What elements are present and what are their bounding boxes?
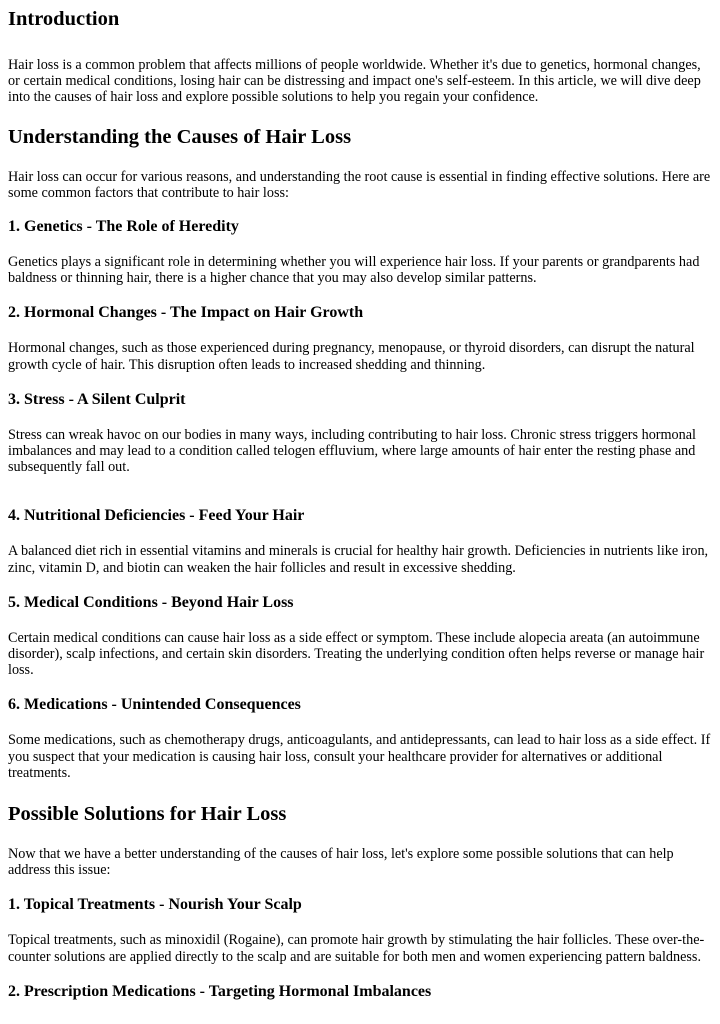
causes-intro-paragraph: Hair loss can occur for various reasons, and understanding the root cause is essential in finding effective solutions. Here are some common factors that contribute to hair loss: — [8, 168, 711, 201]
cause-2-paragraph: Hormonal changes, such as those experienced during pregnancy, menopause, or thyroid disorders, can disrupt the natural growth cycle of hair. This disruption often leads to increased shedding and thinning. — [8, 340, 695, 373]
introduction-paragraph: Hair loss is a common problem that affects millions of people worldwide. Whether it's due to genetics, hormonal changes, or certain medical conditions, losing hair can be distressing and impact one's self-esteem. In this article, we will dive deep into the causes of hair loss and explore possible solutions to help you regain your confidence. — [8, 57, 701, 106]
causes-heading: Understanding the Causes of Hair Loss — [8, 125, 352, 148]
introduction-heading: Introduction — [8, 8, 120, 30]
cause-4-paragraph: A balanced diet rich in essential vitamins and minerals is crucial for healthy hair growth. Deficiencies in nutrients like iron, zinc, vitamin D, and biotin can weaken the hair follicles and result in excessive shedding. — [8, 543, 709, 576]
cause-1-heading: 1. Genetics - The Role of Heredity — [8, 218, 239, 236]
solutions-intro-paragraph: Now that we have a better understanding of the causes of hair loss, let's explore some possible solutions that can help address this issue: — [8, 846, 674, 879]
solution-1-heading: 1. Topical Treatments - Nourish Your Scalp — [8, 896, 302, 914]
solutions-heading: Possible Solutions for Hair Loss — [8, 803, 287, 826]
cause-3-heading: 3. Stress - A Silent Culprit — [8, 390, 186, 408]
article — [0, 6, 714, 1002]
cause-1-paragraph: Genetics plays a significant role in determining whether you will experience hair loss. If your parents or grandparents had baldness or thinning hair, there is a higher chance that you may also develop similar patterns. — [8, 254, 700, 287]
cause-5-heading: 5. Medical Conditions - Beyond Hair Loss — [8, 593, 294, 611]
cause-2-heading: 2. Hormonal Changes - The Impact on Hair Growth — [8, 304, 364, 322]
solution-1-paragraph: Topical treatments, such as minoxidil (Rogaine), can promote hair growth by stimulating the hair follicles. These over-the-counter solutions are applied directly to the scalp and are suitable for both men and women experiencing pattern baldness. — [8, 932, 705, 965]
cause-6-paragraph: Some medications, such as chemotherapy drugs, anticoagulants, and antidepressants, can lead to hair loss as a side effect. If you suspect that your medication is causing hair loss, consult your healthcare provider for alternatives or additional treatments. — [8, 732, 711, 781]
cause-6-heading: 6. Medications - Unintended Consequences — [8, 696, 301, 714]
solution-2-heading: 2. Prescription Medications - Targeting Hormonal Imbalances — [8, 982, 432, 1000]
cause-5-paragraph: Certain medical conditions can cause hair loss as a side effect or symptom. These include alopecia areata (an autoimmune disorder), scalp infections, and certain skin disorders. Treating the underlying condition often helps reverse or manage hair loss. — [8, 629, 705, 679]
cause-3-paragraph: Stress can wreak havoc on our bodies in many ways, including contributing to hair loss. Chronic stress triggers hormonal imbalances and may lead to a condition called telogen effluvium, where large amounts of hair enter the resting phase and subsequently fall out. — [8, 426, 696, 476]
cause-4-heading: 4. Nutritional Deficiencies - Feed Your Hair — [8, 507, 305, 525]
